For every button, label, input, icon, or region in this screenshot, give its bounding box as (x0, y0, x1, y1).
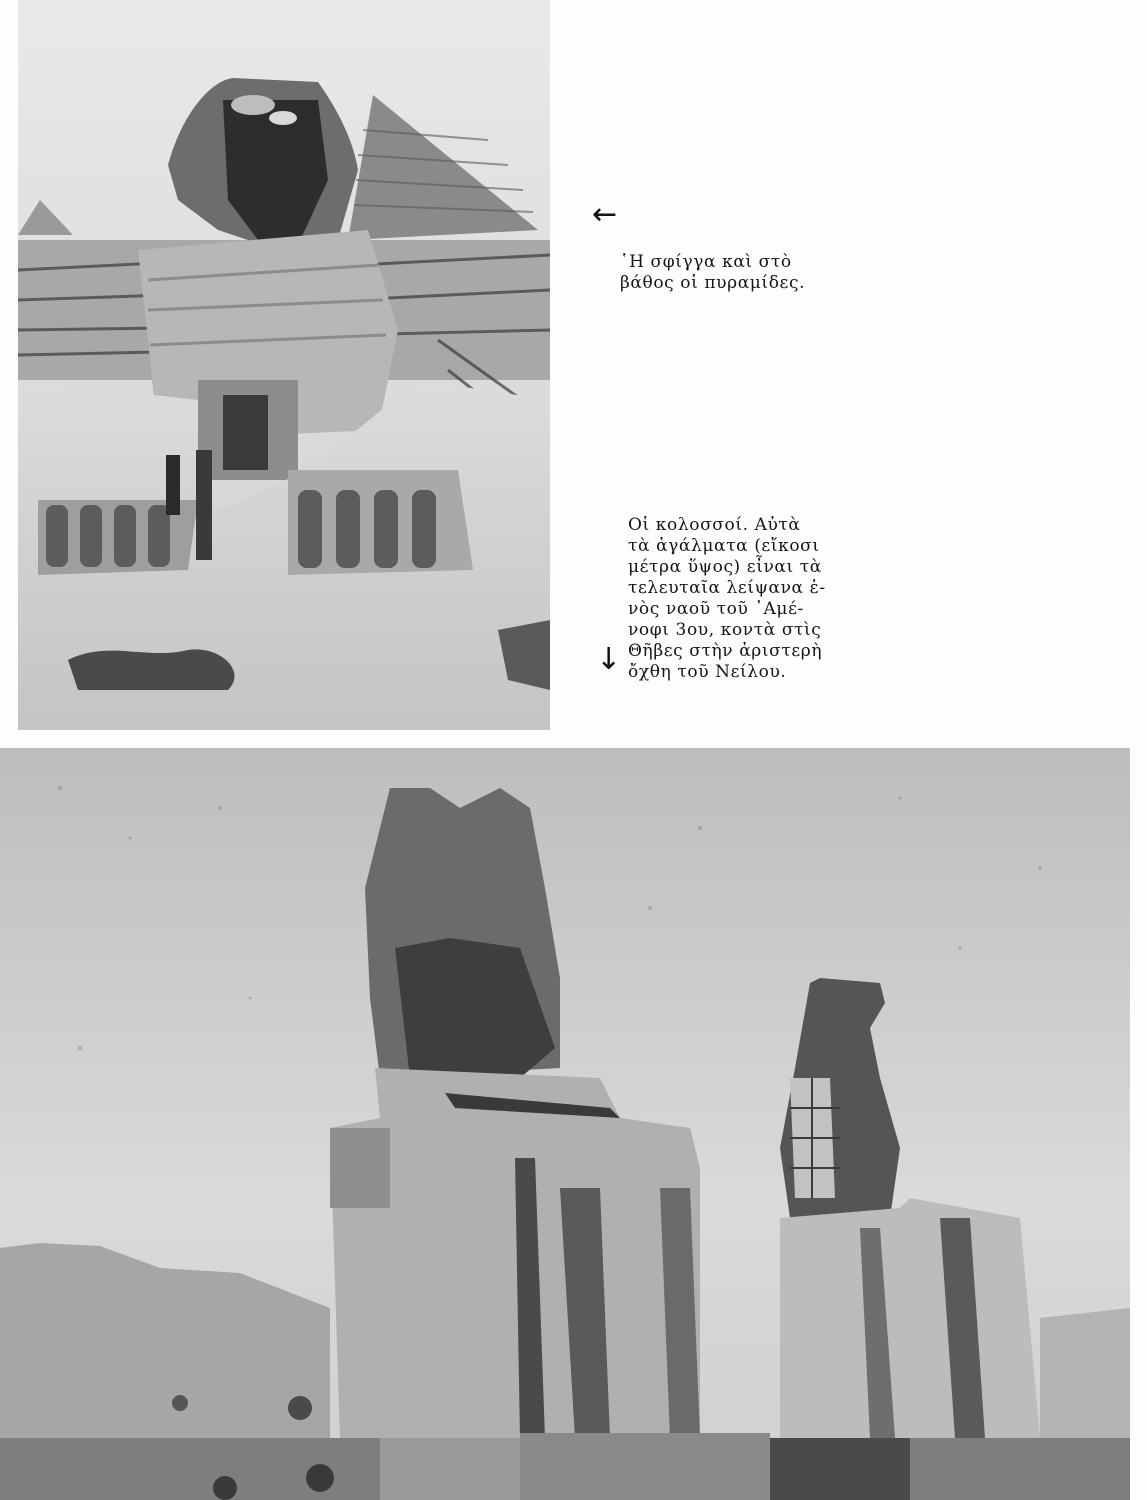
colossi-caption-line-3: μέτρα ὕψος) εἶναι τὰ (628, 557, 822, 577)
colossi-caption-line-6: νοφι 3ου, κοντὰ στὶς (628, 620, 822, 640)
colossi-photo (0, 748, 1130, 1500)
colossi-photo-image (0, 748, 1130, 1500)
colossi-caption (628, 515, 844, 683)
sphinx-caption-line-2: βάθος οἱ πυραμίδες. (620, 273, 806, 293)
sphinx-photo-image (18, 0, 550, 730)
arrow-down-icon: ↓ (596, 642, 622, 677)
colossi-caption-line-8: ὄχθη τοῦ Νείλου. (628, 662, 787, 682)
colossi-caption-line-7: Θῆβες στὴν ἀριστερὴ (628, 641, 823, 661)
arrow-left-icon: ← (592, 197, 618, 232)
sphinx-photo (18, 0, 550, 730)
colossi-caption-line-2: τὰ ἀγάλματα (εἴκοσι (628, 536, 820, 556)
sphinx-caption-line-1: ῾Η σφίγγα καὶ στὸ (620, 252, 792, 272)
colossi-caption-line-4: τελευταῖα λείψανα ἑ- (628, 578, 826, 598)
colossi-caption-line-5: νὸς ναοῦ τοῦ ᾿Αμέ- (628, 599, 804, 619)
colossi-caption-line-1: Οἱ κολοσσοί. Αὐτὰ (628, 515, 801, 535)
sphinx-caption (620, 252, 850, 294)
